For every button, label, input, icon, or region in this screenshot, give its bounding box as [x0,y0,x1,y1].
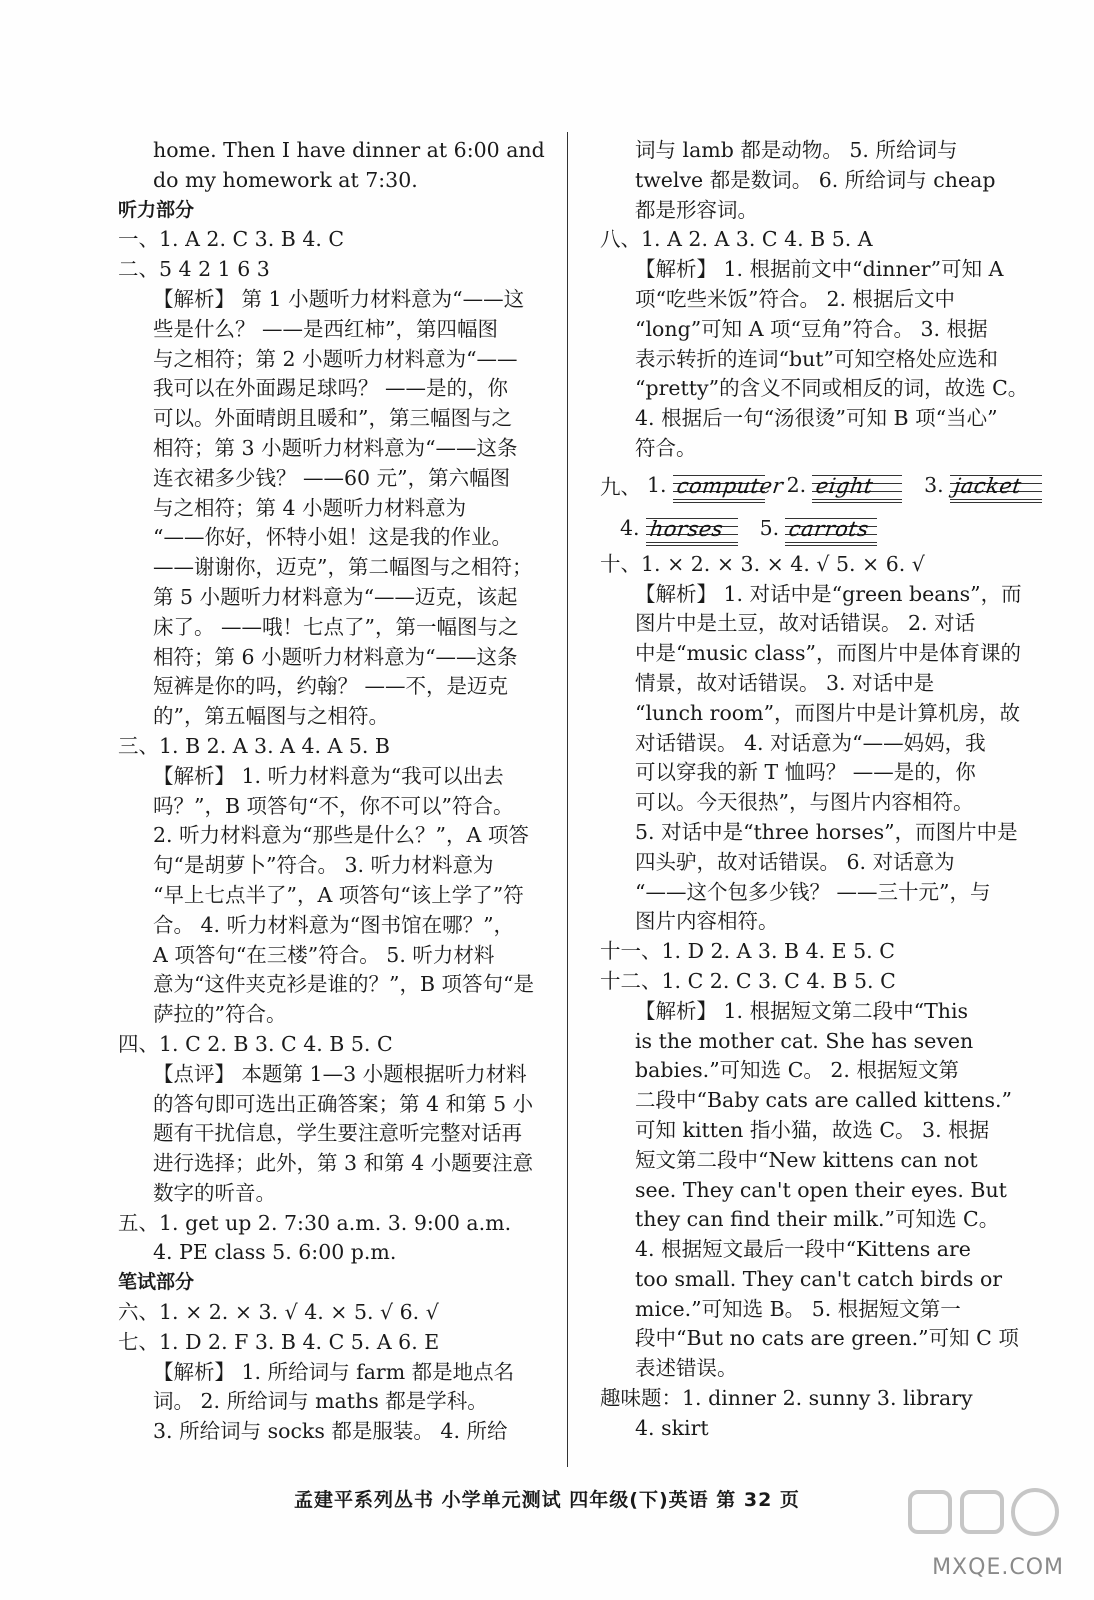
section-9-label: 九、 [600,475,641,500]
text-line: mice.”可知选 B。 5. 根据短文第一 [635,1296,961,1321]
text-line: 图片内容相符。 [635,909,779,934]
text-line: 笔试部分 [118,1271,195,1294]
text-line: 【解析】 第 1 小题听力材料意为“——这 [153,286,525,311]
text-line: 表述错误。 [635,1356,738,1381]
text-line: 的答句即可选出正确答案；第 4 和第 5 小 [153,1091,534,1116]
writing-item-3 [924,468,1042,503]
text-line: 4. skirt [635,1415,709,1440]
text-line: “——这个包多少钱？ ——三十元”，与 [635,879,991,904]
writing-item-1 [647,468,785,503]
text-line: 些是什么？ ——是西红柿”，第四幅图 [153,316,498,341]
writing-row-2 [600,507,1010,550]
text-line: 与之相符；第 4 小题听力材料意为 [153,495,467,520]
text-line: 4. 根据短文最后一段中“Kittens are [635,1237,971,1262]
text-line: home. Then I have dinner at 6:00 and [153,138,545,162]
section-9-writing [600,464,1023,550]
item-number: 3. [924,473,944,498]
text-line: 4. 根据后一句“汤很烫”可知 B 项“当心” [635,406,998,431]
text-line: 可以。外面晴朗且暖和”，第三幅图与之 [153,406,512,431]
text-line: 吗？”，B 项答句“不，你不可以”符合。 [153,793,514,818]
handwritten-answer: horses [647,516,725,541]
text-line: 4. PE class 5. 6:00 p.m. [153,1240,397,1265]
writing-item-4 [620,511,738,546]
handwritten-answer: computer [674,473,785,498]
text-line: 十、1. × 2. × 3. × 4. √ 5. × 6. √ [600,551,925,576]
right-column-bottom [600,550,1022,1444]
item-number: 5. [759,516,780,541]
text-line: “早上七点半了”，A 项答句“该上学了”符 [153,882,524,907]
text-line: 【点评】 本题第 1—3 小题根据听力材料 [153,1061,527,1086]
text-line: 六、1. × 2. × 3. √ 4. × 5. √ 6. √ [118,1300,439,1325]
text-line: 【解析】 1. 所给词与 farm 都是地点名 [153,1359,515,1384]
text-line: 【解析】 1. 听力材料意为“我可以出去 [153,763,504,788]
text-line: 八、1. A 2. A 3. C 4. B 5. A [600,227,873,252]
item-number: 2. [786,473,807,498]
column-divider [567,132,568,1467]
text-line: “——你好，怀特小姐！这是我的作业。 [153,525,512,550]
right-column-top [600,136,1029,464]
text-line: 题有干扰信息，学生要注意听完整对话再 [153,1121,522,1146]
writing-item-5 [760,511,878,546]
text-line: 的”，第五幅图与之相符。 [153,704,389,729]
text-line: “lunch room”，而图片中是计算机房，故 [635,700,1021,725]
text-line: 一、1. A 2. C 3. B 4. C [118,227,345,252]
text-line: 意为“这件夹克衫是谁的？”，B 项答句“是 [153,972,535,997]
text-line: 词。 2. 所给词与 maths 都是学科。 [153,1389,488,1414]
text-line: 【解析】 1. 根据短文第二段中“This [635,998,969,1023]
text-line: 与之相符；第 2 小题听力材料意为“—— [153,346,518,371]
text-line: 趣味题：1. dinner 2. sunny 3. library [600,1386,973,1411]
text-line: 二段中“Baby cats are called kittens.” [635,1088,1013,1113]
item-number: 1. [647,473,667,498]
text-line: ——谢谢你，迈克”，第二幅图与之相符； [153,555,533,580]
text-line: 我可以在外面踢足球吗？ ——是的，你 [153,376,509,401]
page-footer: 孟建平系列丛书 小学单元测试 四年级(下)英语 第 32 页 [294,1489,800,1511]
text-line: 2. 听力材料意为“那些是什么？”，A 项答 [153,823,529,848]
text-line: 句“是胡萝卜”符合。 3. 听力材料意为 [153,853,494,878]
text-line: 相符；第 3 小题听力材料意为“——这条 [153,435,518,460]
text-line: 相符；第 6 小题听力材料意为“——这条 [153,644,518,669]
text-line: 短裤是你的吗，约翰？ ——不，是迈克 [153,674,509,699]
text-line: 四头驴，故对话错误。 6. 对话意为 [635,849,955,874]
text-line: twelve 都是数词。 6. 所给词与 cheap [635,167,996,192]
four-line-box [812,468,902,503]
item-number: 4. [620,516,640,541]
handwritten-answer: carrots [787,516,871,541]
watermark-text: MXQE.COM [932,1555,1064,1580]
text-line: is the mother cat. She has seven [635,1028,974,1053]
four-line-box [646,511,738,546]
text-line: 十二、1. C 2. C 3. C 4. B 5. C [600,968,896,993]
text-line: 项“吃些米饭”符合。 2. 根据后文中 [635,286,956,311]
text-line: 对话错误。 4. 对话意为“——妈妈，我 [635,730,986,755]
text-line: 三、1. B 2. A 3. A 4. A 5. B [118,733,390,758]
text-line: 【解析】 1. 对话中是“green beans”，而 [635,581,1022,606]
text-line: see. They can't open their eyes. But [635,1177,1007,1202]
text-line: 【解析】 1. 根据前文中“dinner”可知 A [635,257,1004,282]
text-line: they can find their milk.”可知选 C。 [635,1207,1000,1232]
writing-row-1 [600,464,1023,507]
text-line: 合。 4. 听力材料意为“图书馆在哪？”， [153,912,515,937]
four-line-box [673,468,785,503]
text-line: 5. 对话中是“three horses”，而图片中是 [635,819,1018,844]
text-line: 连衣裙多少钱？ ——60 元”，第六幅图 [153,465,511,490]
handwritten-answer: jacket [952,473,1023,498]
right-column [600,136,1029,1444]
text-line: 可知 kitten 指小猫，故选 C。 3. 根据 [635,1117,990,1142]
text-line: 五、1. get up 2. 7:30 a.m. 3. 9:00 a.m. [118,1210,512,1235]
text-line: 数字的听音。 [153,1180,276,1205]
text-line: 听力部分 [118,198,195,221]
text-line: 短文第二段中“New kittens can not [635,1147,978,1172]
text-line: A 项答句“在三楼”符合。 5. 听力材料 [153,942,495,967]
text-line: 情景，故对话错误。 3. 对话中是 [635,670,935,695]
text-line: 四、1. C 2. B 3. C 4. B 5. C [118,1031,393,1056]
text-line: 可以穿我的新 T 恤吗？ ——是的，你 [635,760,976,785]
text-line: 词与 lamb 都是动物。 5. 所给词与 [635,138,958,162]
text-line: 3. 所给词与 socks 都是服装。 4. 所给 [153,1419,508,1444]
text-line: 段中“But no cats are green.”可知 C 项 [635,1326,1019,1351]
text-line: 床了。 ——哦！七点了”，第一幅图与之 [153,614,519,639]
text-line: 图片中是土豆，故对话错误。 2. 对话 [635,611,976,636]
text-line: 进行选择；此外，第 3 和第 4 小题要注意 [153,1151,534,1176]
text-line: 符合。 [635,435,697,460]
text-line: 十一、1. D 2. A 3. B 4. E 5. C [600,939,895,964]
text-line: 第 5 小题听力材料意为“——迈克，该起 [153,584,518,609]
text-line: “pretty”的含义不同或相反的词，故选 C。 [635,376,1029,401]
text-line: babies.”可知选 C。 2. 根据短文第 [635,1058,959,1083]
text-line: 七、1. D 2. F 3. B 4. C 5. A 6. E [118,1329,440,1354]
text-line: 二、5 4 2 1 6 3 [118,257,270,282]
text-line: do my homework at 7:30. [153,167,418,192]
text-line: “long”可知 A 项“豆角”符合。 3. 根据 [635,316,988,341]
text-line: 表示转折的连词“but”可知空格处应选和 [635,346,999,371]
four-line-box [785,511,877,546]
text-line: 萨拉的”符合。 [153,1002,287,1027]
text-line: too small. They can't catch birds or [635,1266,1003,1291]
left-column [118,136,558,1447]
text-line: 可以。今天很热”，与图片内容相符。 [635,790,974,815]
handwritten-answer: eight [814,473,875,498]
writing-item-2 [787,468,903,503]
four-line-box [950,468,1042,503]
text-line: 中是“music class”，而图片中是体育课的 [635,641,1021,666]
text-line: 都是形容词。 [635,197,758,222]
